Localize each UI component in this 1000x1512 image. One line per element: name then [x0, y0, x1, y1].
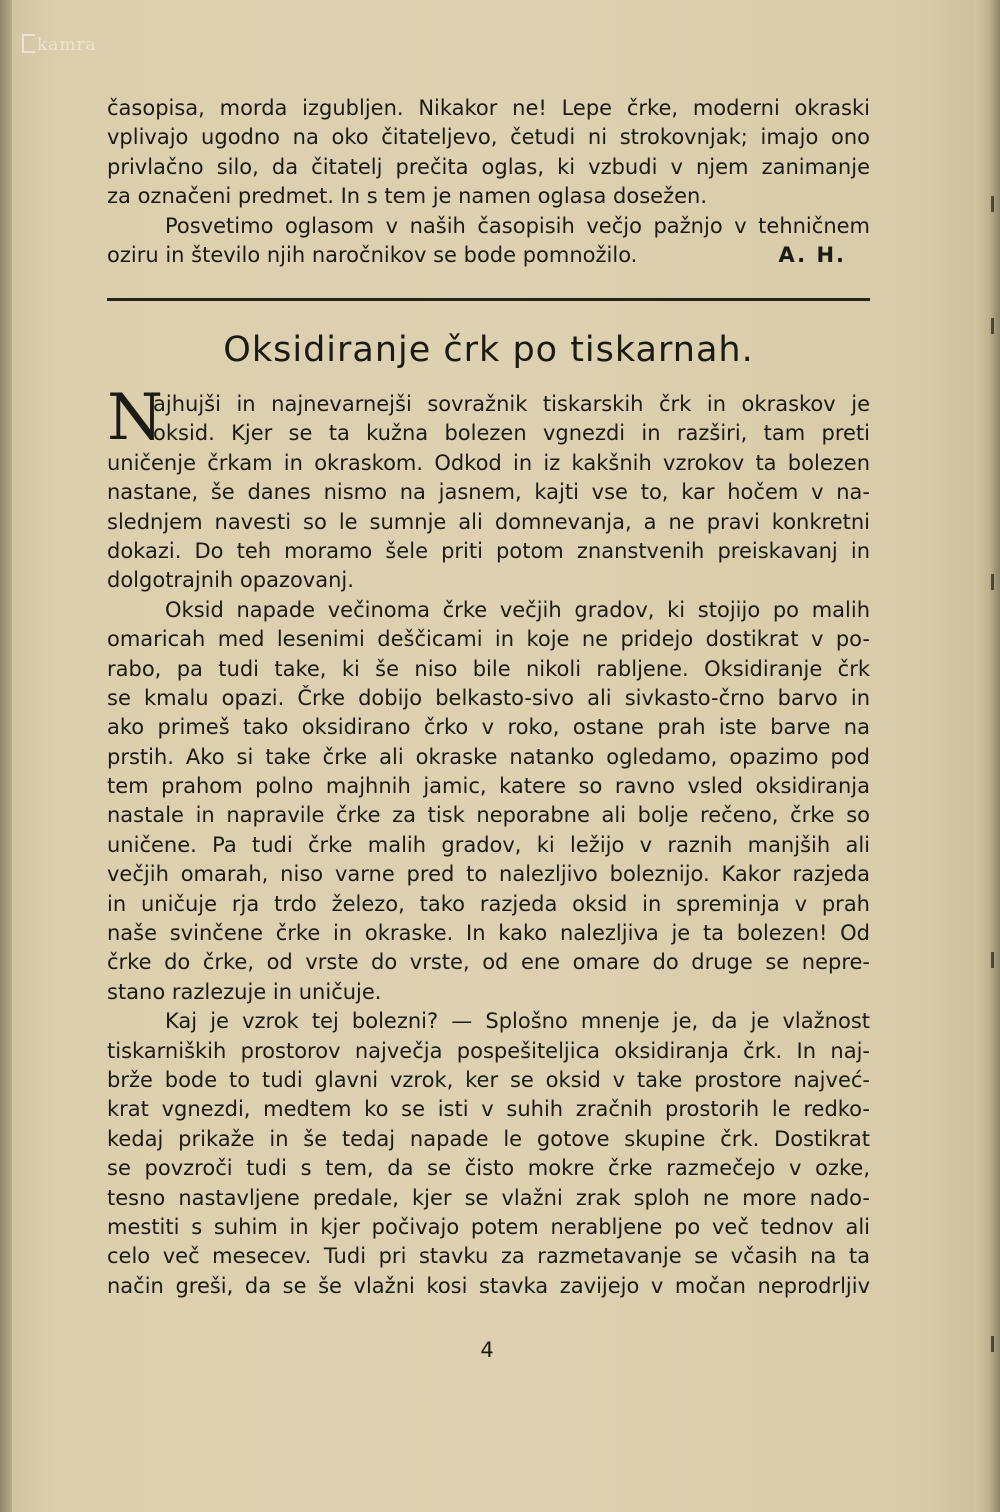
- page-spine-edge: [0, 0, 12, 1512]
- binding-mark: [991, 318, 994, 334]
- intro-paragraphs: [107, 94, 870, 270]
- text-line: dokazi. Do teh moramo šele priti potom znanstvenih preiskavanj in: [107, 538, 870, 563]
- text-line: uničenje črkam in okraskom. Odkod in iz kakšnih vzrokov ta bolezen: [107, 450, 870, 475]
- text-line: celo več mesecev. Tudi pri stavku za razmetavanje se včasih na ta: [107, 1244, 870, 1269]
- watermark-frame-icon: [22, 34, 35, 53]
- text-line: oziru in število njih naročnikov se bode pomnožilo.: [107, 242, 638, 267]
- binding-mark: [991, 952, 994, 968]
- text-line: se kmalu opazi. Črke dobijo belkasto-sivo ali sivkasto-črno barvo in: [107, 685, 870, 710]
- text-line: kedaj prikaže in še tedaj napade le gotove skupine črk. Dostikrat: [107, 1126, 870, 1151]
- author-signature: A. H.: [778, 242, 846, 267]
- text-line: nastane, še danes nismo na jasnem, kajti vse to, kar hočem v na-: [107, 480, 870, 505]
- text-line: uničene. Pa tudi črke malih gradov, ki ležijo v raznih manjših ali: [107, 832, 870, 857]
- drop-cap: N: [107, 381, 163, 455]
- text-line: in uničuje rja trdo železo, tako razjeda oksid in spreminja v prah: [107, 891, 870, 916]
- text-line: privlačno silo, da čitatelj prečita oglas, ki vzbudi v njem zanimanje: [107, 154, 870, 179]
- text-line: oksid. Kjer se ta kužna bolezen vgnezdi in razširi, tam preti: [153, 421, 870, 446]
- text-line: se povzroči tudi s tem, da se čisto mokre črke razmečejo v ozke,: [107, 1156, 870, 1181]
- text-line: brže bode to tudi glavni vzrok, ker se oksid v take prostore najveć-: [107, 1067, 870, 1092]
- text-line: prstih. Ako si take črke ali okraske natanko ogledamo, opazimo pod: [107, 744, 870, 769]
- text-line: Kaj je vzrok tej bolezni? — Splošno mnenje je, da je vlažnost: [165, 1009, 870, 1034]
- watermark-text: kamra: [37, 35, 97, 55]
- text-line: tem prahom polno majhnih jamic, katere so ravno vsled oksidiranja: [107, 774, 870, 799]
- article-body: [107, 381, 870, 1301]
- text-line: način greši, da se še vlažni kosi stavka zavijejo v močan neprodrljiv: [107, 1273, 870, 1298]
- text-line: rabo, pa tudi take, ki še niso bile nikoli rabljene. Oksidiranje črk: [107, 656, 870, 681]
- text-line: časopisa, morda izgubljen. Nikakor ne! Lepe črke, moderni okraski: [107, 96, 870, 120]
- text-line: nastale in napravile črke za tisk neporabne ali bolje rečeno, črke so: [107, 803, 870, 828]
- text-line: Posvetimo oglasom v naših časopisih večjo pažnjo v tehničnem: [165, 213, 870, 238]
- text-line: Oksid napade večinoma črke večjih gradov, ki stojijo po malih: [165, 597, 870, 622]
- text-line: slednjem navesti so le sumnje ali domnevanja, a ne pravi konkretni: [107, 509, 870, 534]
- text-line: tiskarniških prostorov največja pospešiteljica oksidiranja črk. In naj-: [107, 1038, 870, 1063]
- section-divider: [107, 298, 870, 301]
- text-line: dolgotrajnih opazovanj.: [107, 568, 354, 593]
- text-line: vplivajo ugodno na oko čitateljevo, četudi ni strokovnjak; imajo ono: [107, 125, 870, 150]
- text-line: stano razlezuje in uničuje.: [107, 979, 382, 1004]
- watermark-logo: [22, 34, 97, 55]
- text-line: naše svinčene črke in okraske. In kako nalezljiva je ta bolezen! Od: [107, 921, 870, 946]
- text-line: za označeni predmet. In s tem je namen oglasa dosežen.: [107, 184, 707, 209]
- page-fold-edge: [974, 0, 1000, 1512]
- text-line: črke do črke, od vrste do vrste, od ene omare do druge se nepre-: [107, 950, 870, 975]
- text-line: ako primeš tako oksidirano črko v roko, ostane prah iste barve na: [107, 715, 870, 740]
- text-line: večjih omarah, niso varne pred to nalezljivo boleznijo. Kakor razjeda: [107, 862, 870, 887]
- article-title: Oksidiranje črk po tiskarnah.: [223, 330, 754, 370]
- binding-mark: [991, 1336, 994, 1352]
- binding-mark: [991, 196, 994, 212]
- text-line: ajhujši in najnevarnejši sovražnik tiskarskih črk in okraskov je: [153, 392, 870, 416]
- text-line-with-signature: [107, 241, 870, 270]
- binding-mark: [991, 574, 994, 590]
- text-line: tesno nastavljene predale, kjer se vlažni zrak sploh ne more nado-: [107, 1185, 870, 1210]
- text-line: krat vgnezdi, medtem ko se isti v suhih zračnih prostorih le redko-: [107, 1097, 870, 1122]
- text-line: omaricah med lesenimi deščicami in koje ne pridejo dostikrat v po-: [107, 627, 870, 652]
- page-number: 4: [480, 1338, 494, 1362]
- text-line: mestiti s suhim in kjer počivajo potem nerabljene po več tednov ali: [107, 1214, 870, 1239]
